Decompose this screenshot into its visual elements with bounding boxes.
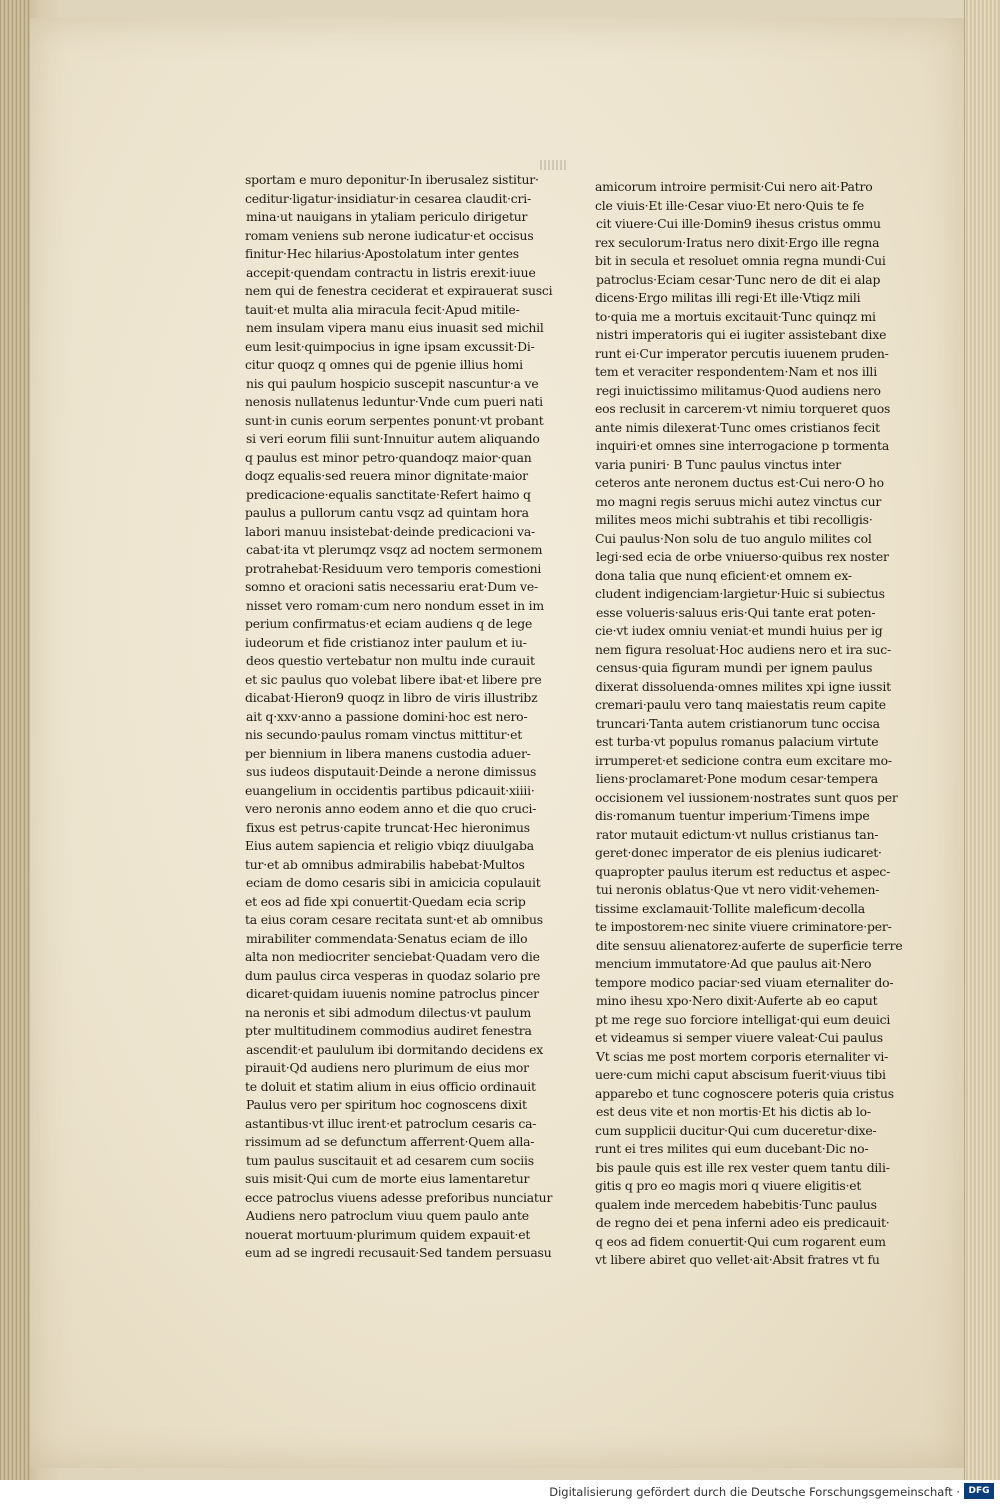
text-line: q eos ad fidem conuertit·Qui cum rogarent eum [595, 1233, 886, 1249]
text-line: est deus vite et non mortis·Et his dictis ab lo- [596, 1104, 871, 1119]
text-line: finitur·Hec hilarius·Apostolatum inter gentes [245, 246, 519, 261]
text-line: cle viuis·Et ille·Cesar viuo·Et nero·Quis te fe [595, 197, 865, 213]
text-line: inquiri·et omnes sine interrogacione p tormenta [596, 438, 890, 453]
text-line: nis secundo·paulus romam vinctus mittitur·et [245, 727, 523, 742]
text-line: sus iudeos disputauit·Deinde a nerone dimissus [246, 764, 537, 779]
text-line: eciam de domo cesaris sibi in amicicia copulauit [246, 875, 541, 890]
text-line: tem et veraciter respondentem·Nam et nos illi [595, 364, 877, 379]
text-line: alta non mediocriter senciebat·Quadam vero die [245, 949, 540, 964]
text-line: nis qui paulum hospicio suscepit nascuntur·a ve [246, 375, 539, 391]
text-line: sunt·in cunis eorum serpentes ponunt·vt probant [245, 412, 544, 428]
text-line: ante nimis dilexerat·Tunc omes cristianos fecit [595, 419, 880, 435]
text-line: sportam e muro deponitur·In iberusalez sistitur· [245, 172, 539, 187]
text-line: apparebo et tunc cognoscere poteris quia cristus [595, 1085, 894, 1101]
text-line: protrahebat·Residuum vero temporis comestioni [245, 560, 542, 576]
left-text-column [245, 171, 553, 1263]
text-line: nistri imperatoris qui ei iugiter assistebant dixe [596, 327, 887, 342]
text-line: Cui paulus·Non solu de tuo angulo milites col [595, 530, 872, 546]
text-line: regi inuictissimo militamus·Quod audiens nero [596, 382, 881, 398]
text-line: de regno dei et pena inferni adeo eis predicauit· [596, 1215, 890, 1230]
text-line: suis misit·Qui cum de morte eius lamentaretur [245, 1171, 530, 1186]
ink-smudge [540, 160, 568, 170]
text-line: astantibus·vt illuc irent·et patroclum cesaris ca- [245, 1115, 537, 1131]
text-line: dicaret·quidam iuuenis nomine patroclus pincer [246, 986, 539, 1001]
dfg-logo: DFG [964, 1483, 994, 1499]
text-line: occisionem vel iussionem·nostrates sunt quos per [595, 789, 898, 805]
text-line: mo magni regis seruus michi autez vinctus cur [596, 493, 882, 509]
text-line: predicacione·equalis sanctitate·Refert haimo q [246, 486, 531, 502]
text-line: tauit·et multa alia miracula fecit·Apud mitile- [245, 301, 520, 317]
text-line: doqz equalis·sed reuera minor dignitate·maior [245, 468, 528, 483]
footer-credit: Digitalisierung gefördert durch die Deutsche Forschungsgemeinschaft · [549, 1485, 960, 1499]
text-line: ceditur·ligatur·insidiatur·in cesarea claudit·cri- [245, 190, 531, 206]
text-line: accepit·quendam contractu in listris erexit·iuue [246, 264, 536, 280]
book-fore-edge [964, 0, 1000, 1480]
text-line: Paulus vero per spiritum hoc cognoscens dixit [246, 1097, 527, 1112]
text-line: et eos ad fide xpi conuertit·Quedam ecia scrip [245, 893, 526, 909]
text-line: mino ihesu xpo·Nero dixit·Auferte ab eo caput [596, 993, 878, 1008]
text-line: ait q·xxv·anno a passione domini·hoc est nero- [246, 708, 528, 724]
text-line: est turba·vt populus romanus palacium virtute [595, 734, 879, 749]
text-line: cabat·ita vt plerumqz vsqz ad noctem sermonem [246, 542, 543, 557]
text-line: cum supplicii ducitur·Qui cum duceretur·dixe- [595, 1122, 877, 1138]
text-line: runt ei·Cur imperator percutis iuuenem pruden- [595, 345, 889, 361]
text-line: et sic paulus quo volebat libere ibat·et libere pre [245, 671, 542, 687]
text-line: nenosis nullatenus leduntur·Vnde cum pueri nati [245, 394, 543, 409]
text-line: mina·ut nauigans in ytaliam periculo dirigetur [246, 209, 528, 224]
text-line: eos reclusit in carcerem·vt nimiu torqueret quos [595, 401, 891, 416]
text-line: fixus est petrus·capite truncat·Hec hieronimus [246, 819, 530, 835]
text-line: q paulus est minor petro·quandoqz maior·quan [245, 449, 532, 465]
text-line: perium confirmatus·et eciam audiens q de lege [245, 616, 533, 631]
text-line: deos questio vertebatur non multu inde curauit [246, 653, 535, 668]
text-line: cie·vt iudex omniu veniat·et mundi huius per ig [595, 623, 883, 638]
text-line: to·quia me a mortuis excitauit·Tunc quinqz mi [595, 308, 876, 324]
text-line: ecce patroclus viuens adesse preforibus nunciatur [245, 1189, 553, 1205]
text-line: pter multitudinem commodius audiret fenestra [245, 1023, 532, 1038]
text-line: dixerat dissoluenda·omnes milites xpi igne iussit [595, 678, 891, 694]
text-line: nisset vero romam·cum nero nondum esset in im [246, 597, 544, 613]
text-line: te doluit et statim alium in eius officio ordinauit [245, 1078, 536, 1094]
text-line: amicorum introire permisit·Cui nero ait·Patro [595, 179, 873, 194]
book-gutter-edge [0, 0, 30, 1480]
text-line: rator mutauit edictum·vt nullus cristianus tan- [596, 826, 879, 842]
text-line: bis paule quis est ille rex vester quem tantu dili- [596, 1159, 890, 1175]
text-line: tissime exclamauit·Tollite maleficum·decolla [595, 900, 865, 916]
text-line: legi·sed ecia de orbe vniuerso·quibus rex noster [596, 549, 889, 564]
text-line: per biennium in libera manens custodia aduer- [245, 745, 531, 761]
text-line: et videamus si semper viuere valeat·Cui paulus [595, 1030, 883, 1045]
text-line: dicens·Ergo militas illi regi·Et ille·Vtiqz mili [595, 290, 861, 305]
text-line: paulus a pullorum cantu vsqz ad quintam hora [245, 505, 529, 520]
text-line: rissimum ad se defunctum afferrent·Quem alla- [245, 1134, 535, 1149]
text-line: esse volueris·saluus eris·Qui tante erat poten- [596, 604, 876, 620]
text-line: patroclus·Eciam cesar·Tunc nero de dit ei alap [596, 271, 881, 287]
text-line: qualem inde mercedem habebitis·Tunc paulus [595, 1196, 877, 1212]
text-line: Audiens nero patroclum viuu quem paulo ante [246, 1208, 529, 1223]
text-line: tum paulus suscitauit et ad cesarem cum sociis [246, 1152, 534, 1168]
text-line: nem qui de fenestra ceciderat et expirauerat susci [245, 283, 553, 298]
text-line: irrumperet·et sedicione contra eum excitare mo- [595, 752, 892, 768]
text-line: tempore modico paciar·sed viuam eternaliter do- [595, 974, 894, 990]
text-line: mencium immutatore·Ad que paulus ait·Nero [595, 956, 872, 971]
text-line: ceteros ante neronem ductus est·Cui nero·O ho [595, 475, 884, 490]
text-line: cit viuere·Cui ille·Domin9 ihesus cristus ommu [596, 216, 881, 231]
text-line: cludent indigenciam·largietur·Huic si subiectus [595, 586, 885, 601]
text-line: nem insulam vipera manu eius inuasit sed michil [246, 320, 544, 335]
text-line: si veri eorum filii sunt·Innuitur autem aliquando [246, 431, 540, 446]
text-line: geret·donec imperator de eis plenius iudicaret· [595, 845, 882, 860]
text-line: dis·romanum tuentur imperium·Timens impe [595, 808, 870, 823]
text-line: bit in secula et resoluet omnia regna mundi·Cui [595, 253, 886, 268]
text-line: milites meos michi subtrahis et tibi recolligis· [595, 512, 873, 527]
text-line: citur quoqz q omnes qui de pgenie illius homi [245, 357, 523, 372]
text-line: ta eius coram cesare recitata sunt·et ab omnibus [245, 912, 543, 927]
text-line: pirauit·Qd audiens nero plurimum de eius mor [245, 1060, 529, 1075]
text-line: truncari·Tanta autem cristianorum tunc occisa [596, 715, 880, 731]
text-line: Vt scias me post mortem corporis eternaliter vi- [596, 1048, 889, 1064]
text-line: te impostorem·nec sinite viuere criminatore·per- [595, 919, 892, 934]
text-line: liens·proclamaret·Pone modum cesar·tempera [596, 771, 878, 786]
text-line: Eius autem sapiencia et religio vbiqz diuulgaba [245, 838, 534, 853]
text-line: cremari·paulu vero tanq maiestatis reum capite [595, 697, 886, 712]
text-line: somno et oracioni satis necessariu erat·Dum ve- [245, 579, 538, 594]
text-line: nouerat mortuum·plurimum quidem expauit·et [245, 1226, 531, 1242]
text-line: vt libere abiret quo vellet·ait·Absit fratres vt fu [595, 1252, 880, 1267]
text-line: dicabat·Hieron9 quoqz in libro de viris illustribz [245, 690, 538, 705]
text-line: eum ad se ingredi recusauit·Sed tandem persuasu [245, 1245, 552, 1260]
text-line: vero neronis anno eodem anno et die quo cruci- [245, 801, 537, 816]
text-line: census·quia figuram mundi per ignem paulus [596, 660, 873, 675]
text-line: runt ei tres milites qui eum ducebant·Dic no- [595, 1141, 869, 1156]
text-line: dite sensuu alienatorez·auferte de superficie terre [596, 937, 903, 953]
text-line: eum lesit·quimpocius in igne ipsam excussit·Di- [245, 338, 535, 354]
text-line: nem figura resoluat·Hoc audiens nero et ira suc- [595, 641, 892, 657]
text-line: mirabiliter commendata·Senatus eciam de illo [246, 930, 528, 946]
text-line: ascendit·et paululum ibi dormitando decidens ex [246, 1041, 544, 1057]
text-line: iudeorum et fide cristianoz inter paulum et iu- [245, 634, 527, 650]
text-line: uere·cum michi caput abscisum fuerit·viuus tibi [595, 1067, 886, 1082]
text-line: romam veniens sub nerone iudicatur·et occisus [245, 227, 534, 243]
right-text-column [595, 178, 903, 1270]
text-line: rex seculorum·Iratus nero dixit·Ergo ille regna [595, 234, 880, 250]
text-line: quapropter paulus iterum est reductus et aspec- [595, 863, 891, 879]
text-line: tui neronis oblatus·Que vt nero vidit·vehemen- [596, 882, 880, 897]
text-line: dum paulus circa vesperas in quodaz solario pre [245, 967, 541, 983]
text-line: euangelium in occidentis partibus pdicauit·xiiii· [245, 782, 535, 798]
text-line: pt me rege suo forciore intelligat·qui eum deuici [595, 1011, 891, 1027]
text-line: labori manuu insistebat·deinde predicacioni va- [245, 523, 535, 539]
text-line: gitis q pro eo magis mori q viuere eligitis·et [595, 1178, 862, 1193]
text-line: na neronis et sibi admodum dilectus·vt paulum [245, 1004, 532, 1020]
text-line: dona talia que nunq eficient·et omnem ex- [595, 567, 852, 583]
text-line: tur·et ab omnibus admirabilis habebat·Multos [245, 856, 525, 872]
text-line: varia puniri· B Tunc paulus vinctus inter [595, 456, 842, 472]
